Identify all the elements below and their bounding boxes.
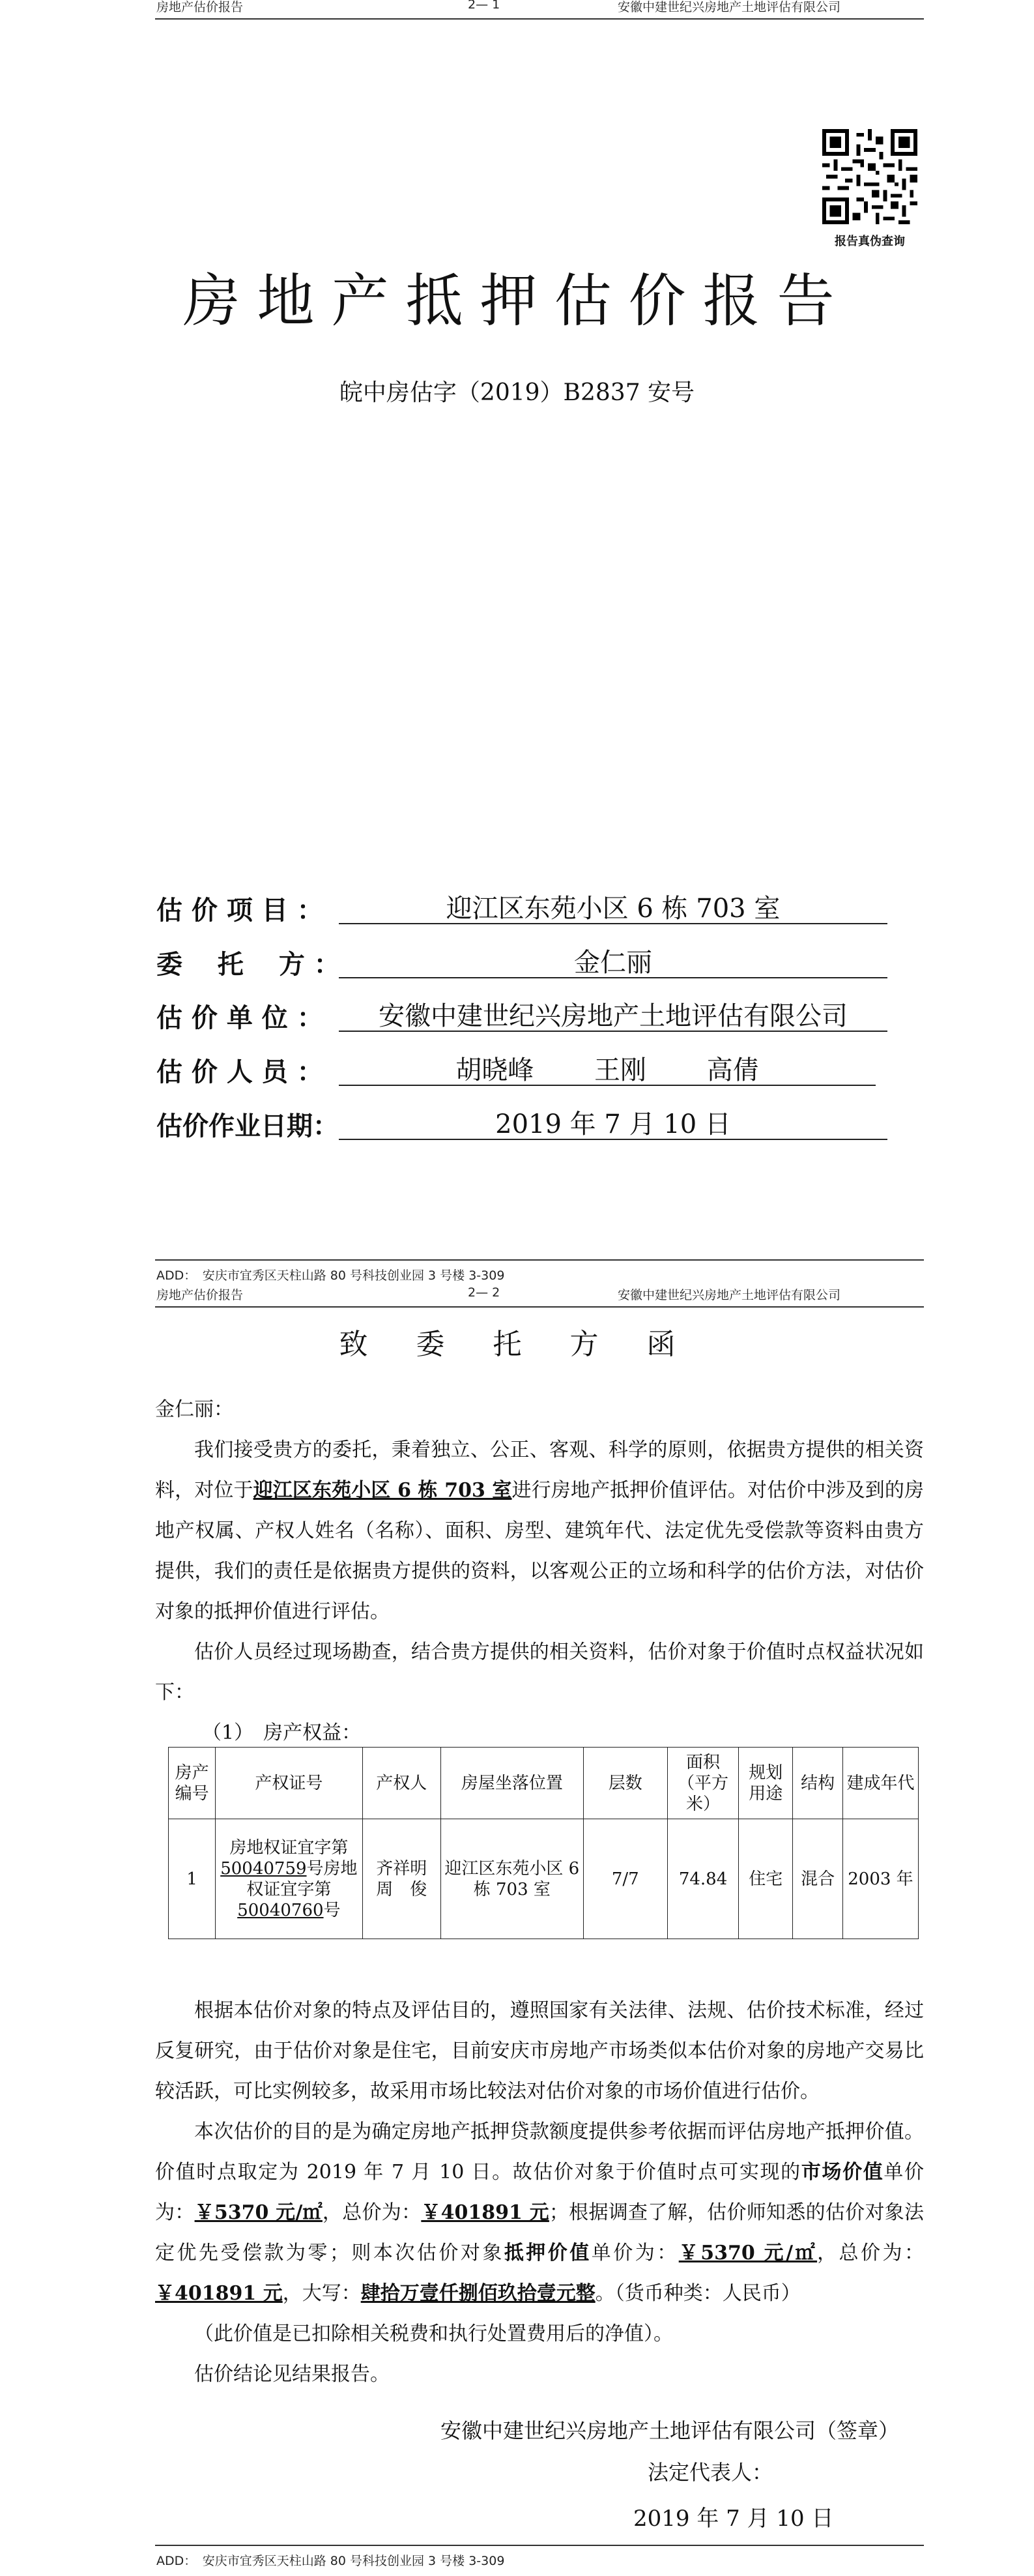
field-label-client: 委 托 方 ： [156,949,340,980]
field-value-date: 2019 年 7 月 10 日 [495,1109,731,1139]
table-header: 房屋坐落位置 [440,1748,583,1819]
footer-address: ADD： 安庆市宜秀区天柱山路 80 号科技创业园 3 号楼 3-309 [156,1268,505,1283]
cell-structure: 混合 [793,1819,843,1939]
table-header: 建成年代 [842,1748,918,1819]
cell-owners: 齐祥明 周 俊 [362,1819,440,1939]
letter-body-top [155,1390,924,1753]
header-right: 安徽中建世纪兴房地产土地评估有限公司 [618,0,841,14]
p1-text-a: 我们接受贵方的委托，秉着独立、公正、客观、科学的原则，依据贵方提供的相关资料，对位于 [155,1439,924,1502]
total-price-2: ￥401891 元 [155,2282,283,2305]
table-row [169,1819,919,1939]
unit-price-2: ￥5370 元/㎡ [678,2242,818,2264]
paragraph-6: （此价值是已扣除相关税费和执行处置费用后的净值）。 [194,2322,673,2345]
paragraph-2: 估价人员经过现场勘查，结合贵方提供的相关资料，估价对象于价值时点权益状况如下： [155,1641,924,1704]
table-header: 产权证号 [216,1748,362,1819]
field-label-firm: 估 价 单 位 ： [156,1003,323,1033]
cell-year: 2003 年 [842,1819,918,1939]
p1-text-b: 进行房地产抵押价值评估。对估价中涉及到的房地产权属、产权人姓名（名称）、面积、房型、建筑年代、法定优先受偿款等资料由贵方提供，我们的责任是依据贵方提供的资料，以客观公正的立场和科学的估价方法，对估价对象的抵押价值进行评估。 [155,1479,924,1623]
cell-area: 74.84 [667,1819,738,1939]
paragraph-5: 本次估价的目的是为确定房地产抵押贷款额度提供参考依据而评估房地产抵押价值。价值时点取定为 2019 年 7 月 10 日。故估价对象于价值时点可实现的市场价值单价为：￥5370 元/㎡，总价为：￥401891 元；根据调查了解，估价师知悉的估价对象法定优先受偿款为零；则本次估价对象抵押价值单价为：￥5370 元/㎡，总价为：￥401891 元，大写：肆拾万壹仟捌佰玖拾壹元整。（货币种类：人民币） [155,2120,925,2305]
property-table [168,1747,919,1939]
table-header: 产权人 [362,1748,440,1819]
cell-location: 迎江区东苑小区 6 栋 703 室 [440,1819,583,1939]
field-value-firm: 安徽中建世纪兴房地产土地评估有限公司 [379,1001,848,1031]
signature-date: 2019 年 7 月 10 日 [633,2506,834,2532]
cell-cert: 房地权证宜字第50040759号房地权证宜字第50040760号 [216,1819,362,1939]
signature-company: 安徽中建世纪兴房地产土地评估有限公司（签章） [440,2418,900,2443]
table-header-row [169,1748,919,1819]
paragraph-7: 估价结论见结果报告。 [194,2363,390,2386]
table-header: 房产编号 [169,1748,216,1819]
header-page-number: 2— 2 [468,1285,500,1300]
field-label-project: 估 价 项 目 ： [156,895,323,926]
cover-title: 房地产抵押估价报告 [182,267,852,334]
field-value-project: 迎江区东苑小区 6 栋 703 室 [446,894,781,924]
table-header: 结构 [793,1748,843,1819]
letter-title: 致 委 托 方 函 [339,1328,695,1361]
qr-code-icon [822,129,917,224]
salutation: 金仁丽： [155,1398,233,1421]
footer-rule [155,2545,924,2546]
paragraph-1 [155,1430,924,1632]
report-number: 皖中房估字（2019）B2837 安号 [339,379,695,406]
header-left: 房地产估价报告 [156,1288,244,1302]
table-header: 层数 [583,1748,667,1819]
qr-caption: 报告真伪查询 [835,235,905,248]
field-label-appraisers: 估 价 人 员 ： [156,1057,323,1087]
paragraph-3: （1） 房产权益： [202,1721,362,1744]
signature-legal-rep: 法定代表人： [648,2460,773,2485]
footer-address: ADD： 安庆市宜秀区天柱山路 80 号科技创业园 3 号楼 3-309 [156,2554,505,2568]
mortgage-value-label: 抵押价值 [504,2242,592,2264]
field-value-client: 金仁丽 [574,948,652,978]
field-label-date: 估价作业日期： [156,1111,339,1141]
market-value-label: 市场价值 [801,2161,884,2184]
total-price-1: ￥401891 元 [421,2201,549,2224]
header-page-number: 2— 1 [468,0,500,12]
p1-address: 迎江区东苑小区 6 栋 703 室 [253,1479,512,1502]
field-value-appraisers: 胡晓峰 王刚 高倩 [455,1055,759,1085]
cell-use: 住宅 [739,1819,793,1939]
amount-in-words: 肆拾万壹仟捌佰玖拾壹元整 [360,2282,596,2305]
table-header: 规划用途 [739,1748,793,1819]
letter-body-bottom [155,1991,924,2395]
footer-rule [155,1259,924,1261]
header-left: 房地产估价报告 [156,0,244,14]
header-right: 安徽中建世纪兴房地产土地评估有限公司 [618,1288,841,1302]
cell-no: 1 [169,1819,216,1939]
cell-floors: 7/7 [583,1819,667,1939]
table-header: 面积（平方米） [667,1748,738,1819]
paragraph-4: 根据本估价对象的特点及评估目的，遵照国家有关法律、法规、估价技术标准，经过反复研究，由于估价对象是住宅，目前安庆市房地产市场类似本估价对象的房地产交易比较活跃，可比实例较多，故采用市场比较法对估价对象的市场价值进行估价。 [155,1999,924,2103]
header-rule [155,1306,924,1308]
header-rule [155,18,924,20]
unit-price-1: ￥5370 元/㎡ [194,2201,323,2224]
